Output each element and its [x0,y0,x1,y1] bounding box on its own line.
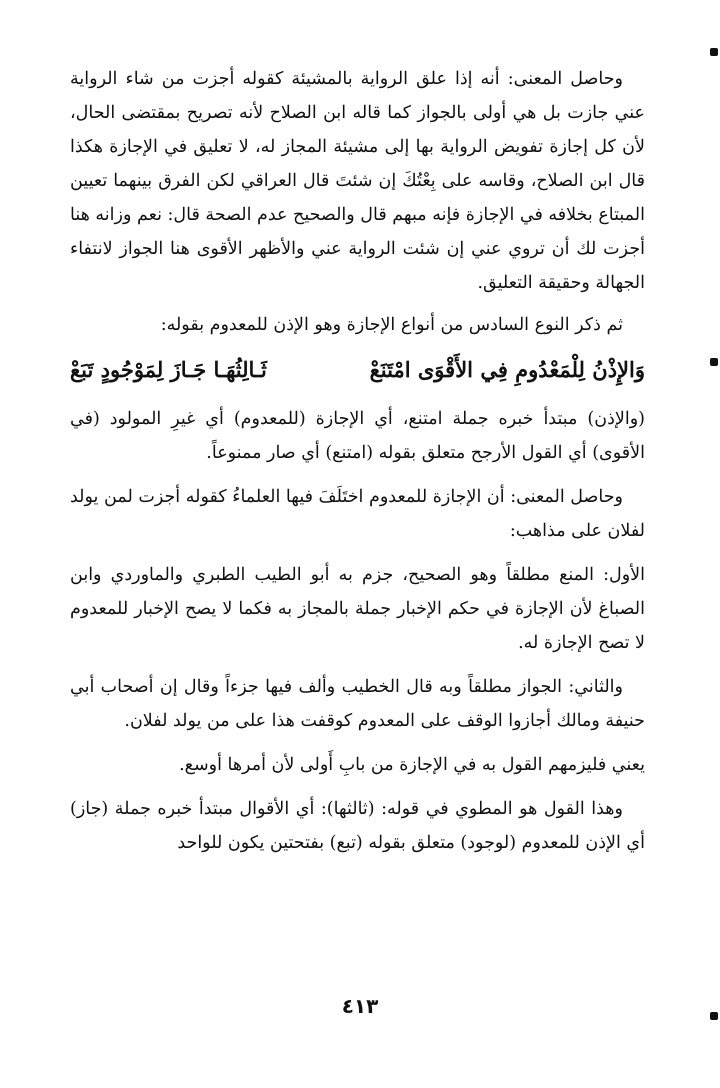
poem-verse [70,352,645,388]
verse-hemistich-first: وَالإِذْنُ لِلْمَعْدُومِ فِي الأَقْوَى امْتَنَعْ [369,357,645,382]
paragraph-first-opinion [70,558,645,660]
paragraph-implication [70,748,645,782]
page-number: ٤١٣ [341,994,379,1018]
paragraph-text: (والإذن) مبتدأ خبره جملة امتنع، أي الإجازة (للمعدوم) أي غيرِ المولود (في الأقوى) أي القول الأرجح متعلق بقوله (امتنع) أي صار ممنوعاً. [70,409,645,463]
paragraph-text: وهذا القول هو المطوي في قوله: (ثالثها): أي الأقوال مبتدأ خبره جملة (جاز) أي الإذن للمعدوم (لوجود) متعلق بقوله (تبع) بفتحتين يكون للواحد [70,799,645,853]
paragraph-meaning-conditional [70,62,645,300]
paragraph-meaning-nonexistent [70,480,645,548]
paragraph-text: والثاني: الجواز مطلقاً وبه قال الخطيب وألف فيها جزءاً وقال إن أصحاب أبي حنيفة ومالك أجازوا الوقف على المعدوم كوقفت هذا على من يولد لفلان. [70,677,645,731]
scan-edge-mark [710,48,718,56]
paragraph-second-opinion [70,670,645,738]
scan-edge-mark [710,358,718,366]
paragraph-text: ثم ذكر النوع السادس من أنواع الإجازة وهو الإذن للمعدوم بقوله: [160,315,623,335]
document-page [70,62,645,870]
paragraph-third-opinion [70,792,645,860]
paragraph-text: وحاصل المعنى: أنه إذا علق الرواية بالمشيئة كقوله أجزت من شاء الرواية عني جازت بل هي أولى بالجواز كما قاله ابن الصلاح لأنه تصريح بمقتضى الحال، لأن كل إجازة تفويض الرواية بها إلى مشيئة المجاز له، لا تعليق في الإجازة هكذا قال ابن الصلاح، وقاسه على بِعْتُكَ إن شئتَ قال العراقي لكن الفرق بينهما تعيين المبتاع بخلافه في الإجازة فإنه مبهم قال والصحيح عدم الصحة قال: نعم وزانه هنا أجزت لك أن تروي عني إن شئت الرواية عني والأظهر الأقوى هنا الجواز لانتفاء الجهالة وحقيقة التعليق. [70,69,645,293]
paragraph-grammar-explanation [70,402,645,470]
scan-edge-mark [710,1012,718,1020]
paragraph-text: الأول: المنع مطلقاً وهو الصحيح، جزم به أبو الطيب الطبري والماوردي وابن الصباغ لأن الإجازة في حكم الإخبار جملة بالمجاز به فكما لا يصح الإخبار للمعدوم لا تصح الإجازة له. [70,565,645,653]
paragraph-text: وحاصل المعنى: أن الإجازة للمعدوم اختَلَفَ فيها العلماءُ كقوله أجزت لمن يولد لفلان على مذاهب: [70,487,645,541]
verse-hemistich-second: ثَـالِثُهَـا جَـازَ لِمَوْجُودٍ تَبَعْ [70,357,267,382]
paragraph-text: يعني فليزمهم القول به في الإجازة من بابِ أَولى لأن أمرها أوسع. [179,755,645,775]
paragraph-sixth-type-intro [70,308,645,342]
